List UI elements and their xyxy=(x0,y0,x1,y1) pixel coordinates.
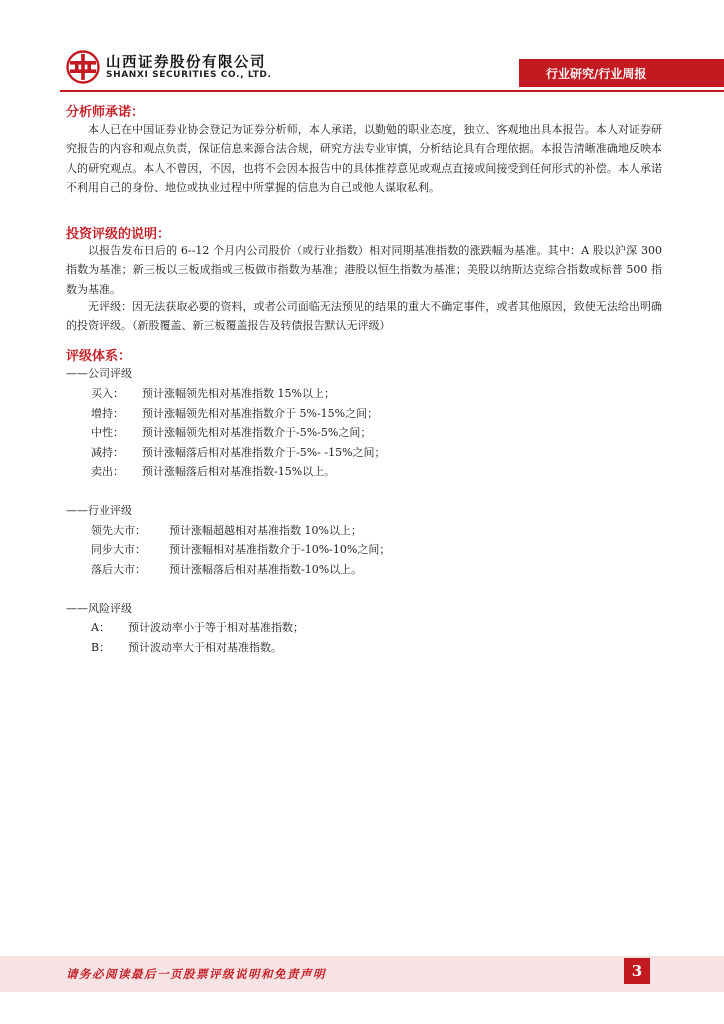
rating-description: 预计波动率小于等于相对基准指数； xyxy=(128,621,304,634)
rating-label: 卖出： xyxy=(91,465,124,478)
rating-description: 预计涨幅落后相对基准指数-10%以上。 xyxy=(169,563,363,576)
company-logo-icon xyxy=(66,50,100,84)
no-rating-text: 无评级：因无法获取必要的资料，或者公司面临无法预见的结果的重大不确定事件，或者其他原因，致使无法给出明确的投资评级。（新股覆盖、新三板覆盖报告及转债报告默认无评级） xyxy=(66,300,662,333)
rating-label: 增持： xyxy=(91,407,124,420)
rating-description: 预计涨幅落后相对基准指数-15%以上。 xyxy=(142,465,336,478)
industry-rating-heading: ——行业评级 xyxy=(66,504,132,517)
rating-system-title: 评级体系： xyxy=(66,349,132,364)
rating-explanation-title: 投资评级的说明： xyxy=(66,227,171,242)
rating-description: 预计涨幅超越相对基准指数 10%以上； xyxy=(169,524,362,537)
rating-label: B： xyxy=(91,641,111,654)
rating-explanation-text: 以报告发布日后的 6--12 个月内公司股价（或行业指数）相对同期基准指数的涨跌幅为基准。其中：A 股以沪深 300 指数为基准；新三板以三板成指或三板做市指数为基准；港股以恒生指数为基准；美股以纳斯达克综合指数或标普 500 指数为基准。 xyxy=(66,244,662,296)
rating-description: 预计涨幅相对基准指数介于-10%-10%之间； xyxy=(169,543,391,556)
risk-rating-heading: ——风险评级 xyxy=(66,602,132,615)
rating-label: 同步大市： xyxy=(91,543,146,556)
rating-description: 预计波动率大于相对基准指数。 xyxy=(128,641,282,654)
rating-label: 减持： xyxy=(91,446,124,459)
analyst-commitment-title: 分析师承诺： xyxy=(66,105,145,120)
rating-label: 中性： xyxy=(91,426,124,439)
analyst-commitment-text: 本人已在中国证券业协会登记为证券分析师，本人承诺，以勤勉的职业态度，独立、客观地出具本报告。本人对证券研究报告的内容和观点负责，保证信息来源合法合规，研究方法专业审慎，分析结论具有合理依据。本报告清晰准确地反映本人的研究观点。本人不曾因，不因，也将不会因本报告中的具体推荐意见或观点直接或间接受到任何形式的补偿。本人承诺不利用自己的身份、地位或执业过程中所掌握的信息为自己或他人谋取私利。 xyxy=(66,123,662,195)
header-divider xyxy=(60,90,724,92)
rating-description: 预计涨幅领先相对基准指数介于 5%-15%之间； xyxy=(142,407,379,420)
rating-label: A： xyxy=(91,621,110,634)
footer-disclaimer: 请务必阅读最后一页股票评级说明和免责声明 xyxy=(66,967,326,981)
company-name-cn: 山西证券股份有限公司 xyxy=(106,55,266,71)
rating-description: 预计涨幅领先相对基准指数 15%以上； xyxy=(142,387,335,400)
rating-label: 落后大市： xyxy=(91,563,146,576)
rating-description: 预计涨幅领先相对基准指数介于-5%-5%之间； xyxy=(142,426,372,439)
rating-description: 预计涨幅落后相对基准指数介于-5%- -15%之间； xyxy=(142,446,386,459)
report-type-label: 行业研究/行业周报 xyxy=(546,67,647,81)
rating-label: 领先大市： xyxy=(91,524,146,537)
company-rating-heading: ——公司评级 xyxy=(66,367,132,380)
page-header xyxy=(0,0,724,92)
rating-label: 买入： xyxy=(91,387,124,400)
company-name-en: SHANXI SECURITIES CO., LTD. xyxy=(106,70,272,80)
page-number: 3 xyxy=(631,962,643,980)
